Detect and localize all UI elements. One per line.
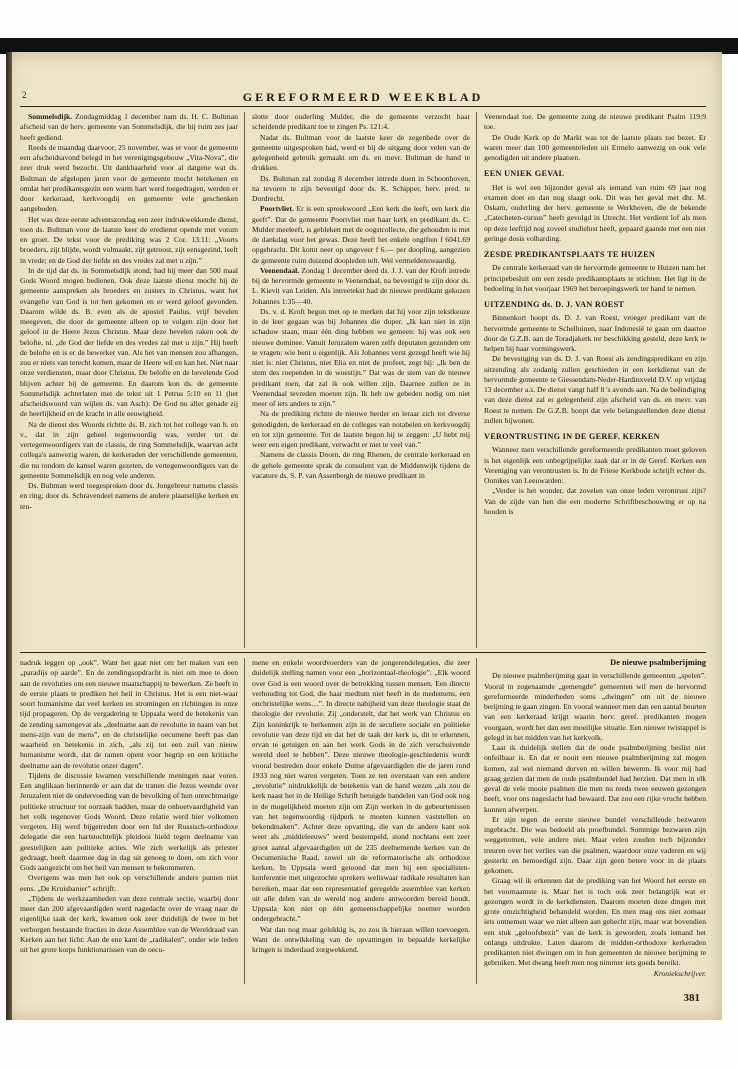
paragraph: [20, 771, 238, 874]
paragraph: [484, 263, 706, 294]
paragraph-text: In de tijd dat ds. in Sommelsdijk stond, had hij meer dan 500 maal Gods Woord mogen bedienen. Ook deze laatste dienst mocht hij de gemeente aanspreken als broeders en zusters in Christus, want het evangelie van God is tot hen gekomen en er werd geloof gevonden. Daarom wilde ds. B. even als de apostel Paulus, vrijf bevelen meegeven, die door de gemeente alleen op te volgen zijn door het geloof in de Heere Jezus Christus. Maar deze bevelen raken ook de belofte, nl. „de God der liefde en des vredes zal met u zijn.” Hij heeft de belofte en is er de bewerker van. Als het van mensen zou afhangen, zou er niets van terecht komen, maar de Heere wil en kan het. Niet naar onze verdiensten, maar door Christus. De belofte en de bevelende God blijven achter bij de gemeente. En daarom kon ds. de gemeente Sommelsdijk achterlaten met de tekst uit 1 Petrus 5:10 en 11 (het afscheidswoord van wijlen ds. van Asch): De God nu aller genade zij de heerlijkheid en de kracht in alle eeuwigheid.: [20, 265, 238, 419]
paragraph-text: Ds. v. d. Kroft begon met op te merken dat hij voor zijn tekstkeuze in de leer gegaan was bij Johannes die doper. „Ik kan niet in zijn schaduw staan, maar één ding hebben we gemeen: hij was ook een nieuwe dominee. Vanuit Jeruzalem waren zelfs deputaten gezonden om te vragen: wie bent u eigenlijk. Als Johannes verst gezegd heeft wie hij niet is: niet Christus, niet Elia en niet de profeet, zegt hij: „Ik ben de stem des roependen in de woestijn.” Dat was de stem van de nieuwe predikant toen, dat zal ik ook willen zijn. Daarnee zullen ze in Veenendaal tevreden moeten zijn. Ik heb uw gebeden nodig om niet meer of iets anders te zijn.”: [252, 306, 470, 408]
page-mark: 2: [22, 90, 27, 100]
paragraph-text: De Oude Kerk op de Markt was tot de laatste plaats toe bezet. Er waren meer dan 100 gemeenteleden uit Ermelo aanwezig en ook vele genodigden uit andere plaatsen.: [484, 132, 706, 162]
paragraph: [252, 450, 470, 481]
article-title: De nieuwe psalmberijming: [610, 658, 706, 667]
paragraph: [20, 215, 238, 266]
paragraph-text: „Verder is het wonder, dat zovelen van onze leden verontrust zijn? Van de zijde van hen die een moderne Schriftbeschouwing er op na houden is: [484, 486, 706, 516]
paragraph: [20, 658, 238, 771]
paragraph-text: Tijdens de discussie kwamen verschillende meningen naar voren. Een anglikaan herinnerde er aan dat de tranen die Jezus weende over Jeruzalem niet de ondervoeding van de bevolking of hun onrechtmatige politieke structuur tot oorzaak hadden, maar de onboetvaardigheid van het volk tegenover Gods Woord. Deze relatie werd hier volkomen vergeten. Hij werd bijgetreden door een lid der Russisch-orthodoxe delegatie die een hartstochtelijk pleidooi hield tegen deelname van geestelijken aan politieke acties. Wie zich werkelijk als priester gedraagt, heeft daarmee dag in dag uit genoeg te doen, om zich voor Gods aangezicht om het heil van mensen te bekommeren.: [20, 770, 238, 872]
paragraph: [252, 204, 470, 266]
paragraph-text: „Tijdens de werkzaamheden van deze centrale sectie, waarbij door meer dan 200 afgevaardigden werd nagedacht over de vraag naar de eigenlijke taak der kerk, kwamen ook zeer duidelijk de twee in het verborgen bestaande fracties in deze Assemblee van de Wereldraad van Kerken aan het licht: Aan de ene kant de „radikalen”, onder wie leden uit het grote korps funktionarissen van de oecu-: [20, 893, 238, 954]
paragraph: [252, 658, 470, 925]
bottom-column-1: [20, 658, 238, 984]
paragraph: [252, 174, 470, 205]
paragraph-text: mene en enkele woordvoerders van de jongerendelegaties, die zeer duidelijk stelling namen voor een „horizontaal-theologie”: „Elk woord over God is een woord over de betrekking tussen mensen. Een directe verhouding tot God, die haar medium niet heeft in de medemens, een onchristelijke wens…”. In directe nabijheid van deze theologie staat de theologie der revolutie. Zij „onderstelt, dat het werk van Christus en Zijn koninkrijk te herkennen zijn in de seculiere sociale en politieke revolutie van deze tijd en dat het de taak der kerk is, dit te erkennen, ervan te getuigen en aan het werk Gods in de zich verschuivende wereld deel te hebben”. Deze nieuwe theologie-geschiedenis wordt vooral bestreden door enkele Duitse afgevaardigden die de jaren rond 1933 nog niet waren vergeten. Toen ze ten overstaan van een andere „revolutie” uitdrukkelijk de betekenis van de hand wezen „als zou de kerk naast het in de Heilige Schrift betuigde handelen van God ook nog in de mogelijkheid moeten zijn om Zijn werken in de gebeurtenissen van het tegenwoordig tijdperk te moeten kunnen vaststellen en bekendmaken”. Achter deze opvatting, die van de andere kant ook weer als „middeleeuws” werd bestempeld, stond nochtans een zeer groot aantal afgevaardigden uit de 235 deelnemende kerken van de Oecumenische Raad, zowel uit de reformatorische als orthodoxe kerken. In Uppsala werd getoond dat men bij een specialisten-konferentie met uitgezochte sprekers weliswaar radikale resultaten kan bereiken, maar dat een representatief geregelde assemblee van kerken uit alle delen van de wereld nog andere antwoorden bereid houdt. Uppsala kon niet op één gemeenschappelijke noemer worden ondergebracht.”: [252, 658, 470, 924]
paragraph: [20, 143, 238, 215]
masthead-rule: [20, 106, 706, 107]
paragraph: [252, 112, 470, 133]
section-heading: UITZENDING ds. D. J. VAN ROEST: [484, 300, 625, 309]
paragraph-text: Wanneer men verschillende gereformeerde predikanten moet geloven is het eigenlijk een onbegrijpelijke zaak dat er in de Geref. Kerken een Vereniging van verontrusten is. In de Friese Kerkbode schrijft echter ds. Oomkes van Leeuwarden:: [484, 445, 706, 485]
paragraph-text: De bevestiging van ds. D. J. van Roest als zendingspredikant en zijn uitzending als zodanig zullen geschieden in een kerkdienst van de hervormde gemeente te Giessendam-Neder-Hardinxveld D.V. op vrijdag 13 december a.s. De dienst vangt half 8 's avonds aan. Na de beëindiging van deze dienst zal er gelegenheid zijn afscheid van ds. en mevr. van Roest te nemen. De G.Z.B. hoopt dat vele belangstellenden deze dienst zullen bijwonen.: [484, 354, 706, 425]
paragraph: [484, 876, 706, 979]
paragraph-text: slotte door ouderling Mulder, die de gemeente verzocht haar scheidende predikant toe te zingen Ps. 121:4.: [252, 112, 470, 132]
author-signature: Kroniekschrijver.: [653, 968, 706, 978]
paragraph-text: Het is wel een bijzonder geval als iemand van ruim 69 jaar nog examen doet en dan nog slaagt ook. Dit was het geval met dhr. M. Oskam, ouderling der herv. gemeente te Werkhoven, die de bekende „Catecheten-cursus” heeft gevolgd in Utrecht. Het verdient lof als men op deze leeftijd nog zoveel studielust heeft, gepaard gaande met een niet geringe dosis volharding.: [484, 182, 706, 243]
paragraph-text: Namens de classis Doorn, de ring Rhenen, de centrale kerkeraad en de gehele gemeente sprak de consulent van de Middenwijk tijdens de vacature ds. S. P. van Assenbergh de nieuwe predikant in: [252, 450, 470, 480]
paragraph-text: Graag wil ik erkennen dat de prediking van het Woord het eerste en het voornaamste is. Maar het is toch ook zeer belangrijk wat er gezongen wordt in de kerkdiensten. Daarom moeten deze dingen met grote omzichtigheid behandeld worden. En men mag ons niet zomaar iets ontnemen waar we niet alleen aan gehecht zijn, maar wat bovendien een stuk „geloofsbezit” van de kerk is geworden, zoals iemand het onlangs uitdrukte. Laten daarom de midden-orthodoxe kerkeraden predikanten niet dwingen om in hun gemeenten de nieuwe berijming te gebruiken. Met dwang heeft men nog nimmer iets goeds bereikt.: [484, 876, 706, 968]
column-rule: [476, 112, 477, 648]
column-rule: [244, 112, 245, 648]
paragraph-text: Na de dienst des Woords richtte ds. B. zich tot het college van h. en v., dat in zijn geheel tegenwoordig was, verder tot de vertegenwoordigers van de classis, de ring Sommelsdijk, waarvan acht collega's aanwezig waren, de kerkeraden der verschillende gemeenten, die nu rondom de kansel waren gezeten, de vertegenwoordigers van de gemeente Sommelsdijk en nog vele anderen.: [20, 419, 238, 480]
paragraph: [484, 354, 706, 426]
paragraph-text: Het was deze eerste adventszondag een zeer indrukwekkende dienst, toen ds. Bultman voor de laatste keer de eredienst opende met votum en groet. De tekst voor de prediking was 2 Cor. 13:11: „Voorts broeders, zijt blijde, wordt volmaakt, zijt getroost, zijt eensgezind, leeft in vrede; en de God der liefde en des vredes zal met u zijn.”: [20, 214, 238, 265]
newspaper-page: [6, 52, 722, 1020]
paragraph: [20, 894, 238, 956]
column-rule: [244, 658, 245, 984]
paragraph-text: Laat ik duidelijk stellen dat de oude psalmberijming beslist niet onfeilbaar is. En dat er nooit een nieuwe psalmberijming zal mogen komen, zal wel niemand durven en willen beweren. Ik voor mij had graag gezien dat men de oude psalmbundel had herzien. Dat men in elk geval de vele mooie psalmen die men nu reeds twee eeuwen gezongen heeft, voor ons nageslacht had bewaard. Dat zou een rijke vrucht hebben kunnen afwerpen.: [484, 743, 706, 814]
paragraph: [252, 266, 470, 307]
place-name: Sommelsdijk.: [28, 112, 73, 121]
paragraph: [484, 486, 706, 517]
paragraph: [20, 873, 238, 894]
section-heading: VERONTRUSTING IN DE GEREF. KERKEN: [484, 432, 660, 441]
paragraph: [484, 815, 706, 877]
paragraph: [20, 481, 238, 512]
paragraph: [484, 133, 706, 164]
paragraph-text: Overigens was men het ook op verschillende andere punten niet eens. „De Kruisbanier” schrijft:: [20, 873, 238, 893]
paragraph: [20, 112, 238, 143]
paragraph-text: Zondagmiddag 1 december nam ds. H. C. Bultman afscheid van de herv. gemeente van Sommelsdijk, die hij ruim zes jaar heeft gediend.: [20, 112, 238, 142]
paragraph-text: Er is een spreekwoord „Een kerk die leeft, een kerk die geeft”. Dat de gemeente Poortvliet met haar kerk en predikant ds. C. Mulder meeleeft, is gebleken met de oogstcollecte, die gehouden is met de dankdag voor het gewas. Deze heeft het enkele ongiften f 6041.69 opgebracht. Dit komt neer op ongeveer f 6.— per doopling, aangezien de gemeente ruim duizend doopleden telt. Wel vermeldenswaardig.: [252, 204, 470, 265]
paragraph-text: Zondag 1 december deed ds. J. J. van der Kroft intrede bij de hervormde gemeente te Veenendaal, na bevestigd te zijn door ds. L. Kievit van Leiden. Als intreetekst had de nieuwe predikant gekozen Johannes 1:35—40.: [252, 265, 470, 306]
paragraph: [484, 671, 706, 743]
paragraph-text: Veenendaal toe. De gemeente zong de nieuwe predikant Psalm 119:9 toe.: [484, 112, 706, 132]
top-column-3: [484, 112, 706, 648]
paragraph: [484, 183, 706, 245]
paragraph-text: Wat dan nog maar gelukkig is, zo zou ik hieraan willen toevoegen. Want de ontwikkeling van de opvattingen in bepaalde kerkelijke kringen is inderdaad zorgwekkend.: [252, 924, 470, 954]
paragraph-text: nadruk leggen op „ook”. Want het gaat niet om het maken van een „paradijs op aarde”. En de zendingsopdracht is niet om mee te doen aan de revoluties om een nieuwe maatschappij te bewerken. Ze heeft in de eerste plaats te prediken het heil in Christus. Het is een niet-waar soort humanisme dat veel kerken en stromingen en richtingen in onze tijd propageren. Op de vergadering te Uppsala werd de betekenis van de zending samengevat als „deelname aan de revolutie in naam van het mens-zijn van de mens”, en de christelijke oecumene heeft pas dan waarheid en betekenis in zich, „als zij tot een zuil van nieuw humanisme wordt, dat de ramen opent voor begrip en een kritische deelname aan de revolutie onzer dagen”.: [20, 658, 238, 770]
bottom-column-2: [252, 658, 470, 984]
paragraph: [484, 112, 706, 133]
paragraph: [484, 313, 706, 354]
paragraph-text: De nieuwe psalmberijming gaat in verschillende gemeenten „spelen”. Vooral in zogenaamde „gemengde” gemeenten wil men de hervormd gereformeerde minderheden soms „dwingen” om uit de nieuwe berijming te gaan zingen. En vooral wanneer men dan een aantal beurten van een kerkeraad krijgt waarin herv. geref. predikanten mogen voorgaan, wordt het dan een moeilijke situatie. Een nieuwe twistappel is gelegd in het midden van het kerkvolk.: [484, 671, 706, 742]
page-number: 381: [683, 992, 700, 1004]
paragraph: [20, 266, 238, 420]
paragraph: [252, 133, 470, 174]
paragraph-text: Ds. Bultman zal zondag 8 december intrede doen in Schoonhoven, na tevoren te zijn bevestigd door ds. K. Schipper, herv. pred. te Dordrecht.: [252, 173, 470, 203]
paragraph-text: Er zijn tegen de eerste nieuwe bundel verschillende bezwaren ingebracht. Die was bedoeld als proefbundel. Sommige bezwaren zijn weggenomen, vele andere niet. Maar velen zouden toch bijzonder treuren over het verlies van die psalmen, waardoor onze vaderen en wij gesterkt en bemoedigd zijn. Daar zijn geen betere voor in de plaats gekomen.: [484, 814, 706, 875]
section-heading: ZESDE PREDIKANTSPLAATS TE HUIZEN: [484, 250, 656, 259]
paragraph-text: Ds. Bultman werd toegesproken door ds. Jongebreur namens classis en ring; door ds. Schravendeel namens de andere plaatselijke kerken en ten-: [20, 481, 238, 511]
place-name: Poortvliet.: [260, 204, 294, 214]
paragraph: [252, 925, 470, 956]
section-rule: [20, 652, 706, 653]
page-spine: [6, 52, 12, 1020]
paragraph-text: Reeds de maandag daarvoor, 25 november, was er voor de gemeente een afscheidsavond belegd in het verenigingsgebouw „Vita-Nova”, die zeer druk werd bezocht. Uit dankbaarheid voor al datgene wat ds. Bultman de afgelopen jaren voor de gemeente mocht betekenen en omdat het predikantsgezin een warm hart werd toegedragen, werden er door kerkeraad, kerkvoogdij en gemeente vele geschenken aangeboden.: [20, 142, 238, 214]
paragraph: [484, 743, 706, 815]
paragraph-text: Binnenkort hoopt ds. D. J. van Roest, vroeger predikant van de hervormde gemeente te Schelluinen, naar Indonesië te gaan om daartoe door de G.Z.B. aan de Toradjakerk ter beschikking gesteld, deze kerk te helpen bij haar vormingswerk.: [484, 313, 706, 353]
paragraph: [252, 307, 470, 410]
column-rule: [476, 658, 477, 984]
paragraph-text: Nadat ds. Bultman voor de laatste keer de zegenbede over de gemeente uitgesproken had, werd er bij de uitgang door velen van de gelegenheid gebruik gemaakt om ds. en mevr. Bultman de hand te drukken.: [252, 132, 470, 173]
masthead-title: GEREFORMEERD WEEKBLAD: [242, 90, 484, 104]
top-column-2: [252, 112, 470, 648]
paragraph: [484, 445, 706, 486]
paragraph-text: Na de prediking richtte de nieuwe herder en leraar zich tot diverse genodigden, de kerkeraad en de colleges van notabelen en kerkvoogdij en tot zijn gemeente. Tot de laatste begon hij te zeggen: „U hebt mij weer een eigen predikant, verwacht er niet te veel van.”: [252, 409, 470, 449]
top-column-1: [20, 112, 238, 648]
paragraph-text: De centrale kerkeraad van de hervormde gemeente te Huizen nam het principebesluit om een zesde predikantsplaats te stichten. Het ligt in de bedoeling in het voorjaar 1969 het beroepingswerk ter hand te nemen.: [484, 263, 706, 293]
section-heading: EEN UNIEK GEVAL: [484, 169, 565, 179]
bottom-column-3: [484, 656, 706, 988]
paragraph: [252, 409, 470, 450]
place-name: Veenendaal.: [260, 265, 300, 275]
paragraph: [20, 420, 238, 482]
